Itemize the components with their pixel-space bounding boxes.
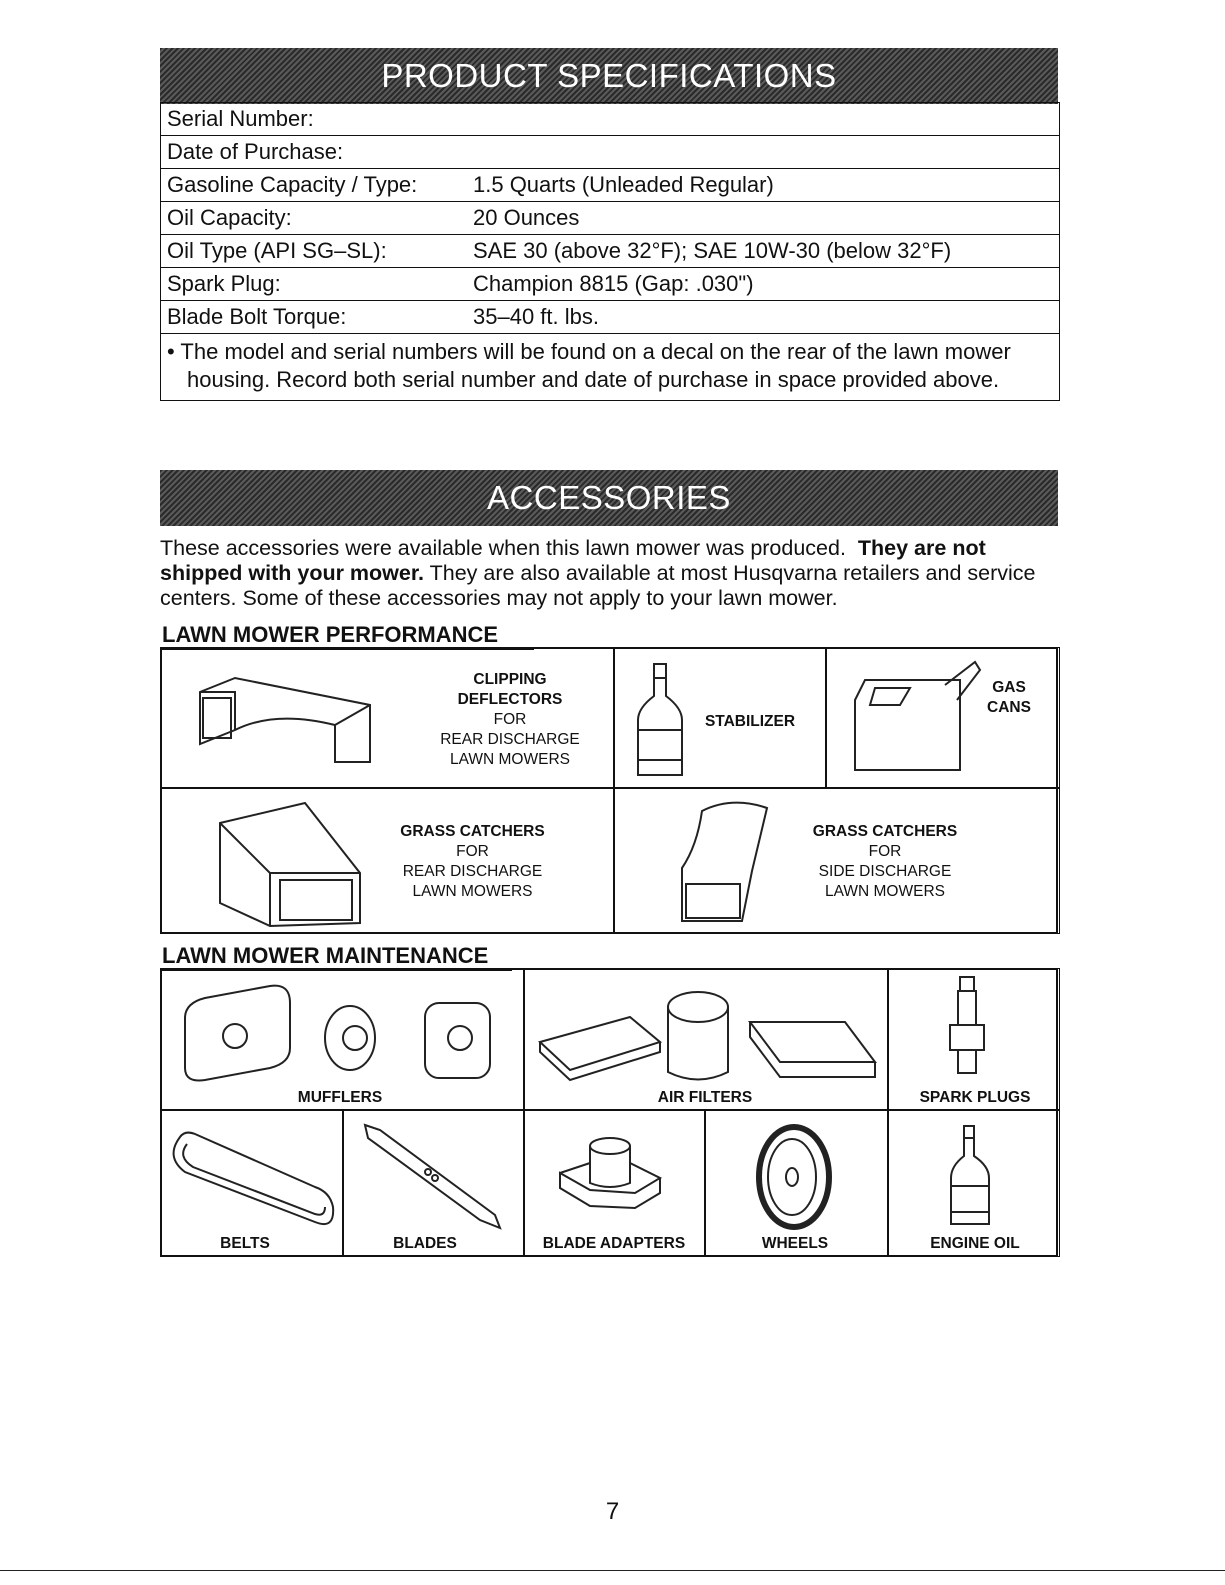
mufflers-caption: MUFFLERS bbox=[297, 1089, 383, 1106]
spec-value: 35–40 ft. lbs. bbox=[473, 304, 599, 329]
belts-caption: BELTS bbox=[220, 1235, 270, 1252]
accessories-intro bbox=[160, 536, 1060, 611]
spec-label: Serial Number: bbox=[167, 106, 314, 131]
caption-bold: GRASS CATCHERS bbox=[812, 823, 958, 840]
stabilizer-caption: STABILIZER bbox=[704, 713, 796, 730]
caption-line: CANS bbox=[987, 699, 1031, 716]
spec-table bbox=[160, 102, 1060, 401]
caption-line: LAWN MOWERS bbox=[825, 883, 945, 900]
caption-line: FOR bbox=[868, 843, 902, 860]
spec-banner bbox=[160, 48, 1058, 104]
caption-bold: CLIPPING bbox=[473, 671, 547, 688]
air-filters-icon bbox=[535, 982, 885, 1087]
spec-label: Gasoline Capacity / Type: bbox=[167, 172, 418, 197]
spec-title: PRODUCT SPECIFICATIONS bbox=[381, 57, 837, 94]
spec-label: Oil Capacity: bbox=[167, 205, 292, 230]
rear-catcher-caption bbox=[385, 822, 560, 902]
wheels-caption: WHEELS bbox=[761, 1235, 829, 1252]
spark-plugs-caption: SPARK PLUGS bbox=[919, 1089, 1031, 1106]
side-catcher-caption bbox=[795, 822, 975, 902]
spec-value: 1.5 Quarts (Unleaded Regular) bbox=[473, 172, 774, 197]
spec-label: Blade Bolt Torque: bbox=[167, 304, 347, 329]
rear-grass-catcher-icon bbox=[210, 798, 365, 930]
intro-text: These accessories were available when this lawn mower was produced. bbox=[160, 536, 846, 560]
caption-line: FOR bbox=[493, 711, 527, 728]
caption-line: GAS bbox=[992, 679, 1026, 696]
engine-oil-bottle-icon bbox=[945, 1124, 995, 1229]
blade-adapter-icon bbox=[555, 1128, 665, 1220]
caption-bold: GRASS CATCHERS bbox=[400, 823, 545, 840]
performance-heading: LAWN MOWER PERFORMANCE bbox=[162, 622, 534, 650]
spec-row bbox=[161, 234, 1059, 267]
gas-cans-caption bbox=[980, 678, 1038, 718]
blades-caption: BLADES bbox=[393, 1235, 457, 1252]
mufflers-icon bbox=[175, 978, 520, 1088]
belts-icon bbox=[165, 1122, 345, 1232]
caption-line: FOR bbox=[456, 843, 489, 860]
wheel-icon bbox=[752, 1122, 837, 1232]
stabilizer-bottle-icon bbox=[630, 660, 690, 780]
spec-label: Oil Type (API SG–SL): bbox=[167, 238, 387, 263]
bottom-rule bbox=[0, 1570, 1225, 1571]
intro-bold-text: They are not shipped with your mower. bbox=[160, 536, 986, 585]
spec-note-line: housing. Record both serial number and date of purchase in space provided above. bbox=[187, 367, 1000, 392]
spec-row bbox=[161, 201, 1059, 234]
spec-label: Spark Plug: bbox=[167, 271, 281, 296]
caption-line: LAWN MOWERS bbox=[412, 883, 533, 900]
spec-row bbox=[161, 300, 1059, 333]
spark-plug-icon bbox=[940, 975, 995, 1085]
gas-can-icon bbox=[845, 660, 985, 775]
spec-row bbox=[161, 267, 1059, 300]
engine-oil-caption: ENGINE OIL bbox=[930, 1235, 1020, 1252]
spec-note-line: • The model and serial numbers will be found on a decal on the rear of the lawn mower bbox=[167, 339, 1011, 364]
intro-text: They are also available at most Husqvarna retailers and service centers. Some of these accessories may not apply to your lawn mower. bbox=[160, 561, 1036, 610]
spec-label: Date of Purchase: bbox=[167, 139, 344, 164]
spec-note bbox=[161, 333, 1059, 400]
side-grass-catcher-icon bbox=[672, 796, 777, 928]
caption-line: LAWN MOWERS bbox=[450, 751, 570, 768]
accessories-title: ACCESSORIES bbox=[487, 479, 731, 516]
blade-adapters-caption: BLADE ADAPTERS bbox=[542, 1235, 686, 1252]
accessories-banner bbox=[160, 470, 1058, 526]
blades-icon bbox=[360, 1120, 505, 1232]
caption-line: REAR DISCHARGE bbox=[440, 731, 580, 748]
maintenance-heading: LAWN MOWER MAINTENANCE bbox=[162, 943, 512, 971]
spec-row bbox=[161, 168, 1059, 201]
spec-value: SAE 30 (above 32°F); SAE 10W-30 (below 32°F) bbox=[473, 238, 952, 263]
page-number: 7 bbox=[605, 1498, 620, 1525]
spec-value: Champion 8815 (Gap: .030") bbox=[473, 271, 754, 296]
caption-line: REAR DISCHARGE bbox=[402, 863, 543, 880]
spec-row bbox=[161, 102, 1059, 135]
clipping-deflector-icon bbox=[195, 670, 380, 770]
spec-row bbox=[161, 135, 1059, 168]
caption-bold: DEFLECTORS bbox=[457, 691, 563, 708]
caption-line: SIDE DISCHARGE bbox=[818, 863, 952, 880]
air-filters-caption: AIR FILTERS bbox=[657, 1089, 753, 1106]
clipping-deflectors-caption bbox=[420, 670, 600, 770]
spec-value: 20 Ounces bbox=[473, 205, 580, 230]
